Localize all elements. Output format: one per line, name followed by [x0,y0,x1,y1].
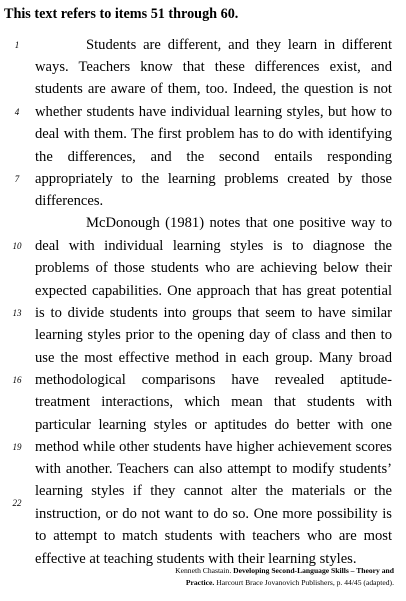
text-line: use the most effective method in each group. Many broad [35,350,392,366]
line-number: 13 [12,308,22,318]
citation-title-part1: Developing Second-Language Skills – Theory and [233,566,394,575]
passage-heading: This text refers to items 51 through 60. [4,6,239,22]
line-number: 22 [12,498,22,508]
text-line: effective at teaching students with their learning styles. [35,551,357,567]
citation-publisher: Harcourt Brace Jovanovich Publishers, p. 44/45 (adapted). [216,578,394,587]
citation-author: Kenneth Chastain. [175,566,232,575]
citation-line-2 [186,577,394,588]
text-line: students are aware of them, too. Indeed, the question is not [35,81,392,97]
line-number: 7 [14,174,20,184]
text-line: is to divide students into groups that seem to have similar [35,305,392,321]
text-line: differences. [35,193,104,209]
text-line: method while other students have higher achievement scores [35,439,392,455]
text-line: the differences, and the second entails responding [35,149,392,165]
line-number: 1 [14,40,20,50]
text-line: problems of those students who are achieving below their [35,260,392,276]
text-line: ways. Teachers know that these differences exist, and [35,59,392,75]
text-line: appropriately to the learning problems created by those [35,171,392,187]
line-number: 10 [12,241,22,251]
text-line: instruction, or do not want to do so. One more possibility is [35,506,392,522]
text-line: to attempt to match students with teachers who are most [35,528,392,544]
text-line: deal with them. The first problem has to do with identifying [35,126,392,142]
line-number: 16 [12,375,22,385]
text-line: expected capabilities. One approach that has great potential [35,283,392,299]
citation-title-part2: Practice. [185,578,215,587]
text-line: with another. Teachers can also attempt to modify students’ [35,461,392,477]
text-line: treatment interactions, which mean that students with [35,394,392,410]
text-line: McDonough (1981) notes that one positive way to [86,215,392,231]
text-line: deal with individual learning styles is to diagnose the [35,238,392,254]
text-line: learning styles prior to the opening day of class and then to [35,327,392,343]
text-line: particular learning styles or aptitudes do better with one [35,417,392,433]
text-line: whether students have individual learning styles, but how to [35,104,392,120]
line-number: 19 [12,442,22,452]
text-line: learning styles if they cannot alter the materials or the [35,483,392,499]
text-line: methodological comparisons have revealed aptitude- [35,372,392,388]
line-number: 4 [14,107,20,117]
text-line: Students are different, and they learn in different [86,37,392,53]
citation-line-1 [175,565,394,576]
